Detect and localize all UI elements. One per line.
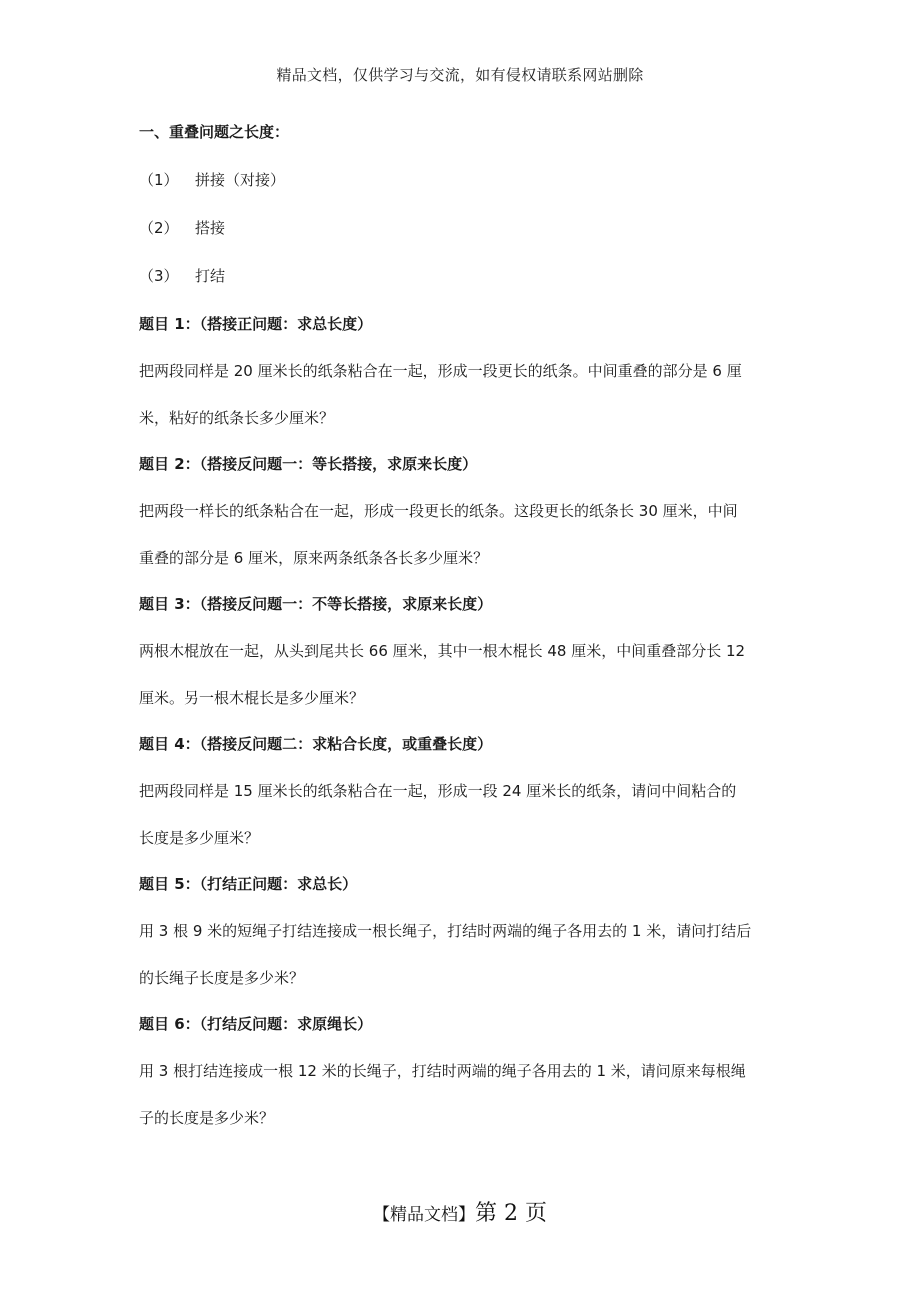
question-5-text-line: 的长绳子长度是多少米？ [139,969,305,987]
question-3-text-line: 厘米。另一根木棍长是多少厘米？ [139,689,365,707]
method-label: 拼接（对接） [195,171,286,189]
method-item [139,170,789,190]
question-1-text-line: 把两段同样是 20 厘米长的纸条粘合在一起，形成一段更长的纸条。中间重叠的部分是 6 厘 [139,362,742,380]
page-footer [0,1196,920,1227]
question-4-title: 题目 4：（搭接反问题二：求粘合长度，或重叠长度） [139,735,493,753]
method-item [139,266,789,286]
question-6-text-line: 用 3 根打结连接成一根 12 米的长绳子，打结时两端的绳子各用去的 1 米，请问原来每根绳 [139,1062,746,1080]
method-label: 打结 [195,267,226,285]
question-2-title: 题目 2：（搭接反问题一：等长搭接，求原来长度） [139,455,478,473]
section-title: 一、重叠问题之长度： [139,123,290,141]
document-body [139,122,789,1154]
method-number: （3） [139,267,179,285]
question-1-title: 题目 1：（搭接正问题：求总长度） [139,315,373,333]
page-number: 第 2 页 [475,1201,547,1226]
method-number: （2） [139,219,179,237]
page-header: 精品文档，仅供学习与交流，如有侵权请联系网站删除 [276,66,644,84]
method-label: 搭接 [195,219,226,237]
question-4-text-line: 长度是多少厘米？ [139,829,260,847]
question-5-text-line: 用 3 根 9 米的短绳子打结连接成一根长绳子，打结时两端的绳子各用去的 1 米，请问打结后 [139,922,752,940]
question-4-text-line: 把两段同样是 15 厘米长的纸条粘合在一起，形成一段 24 厘米长的纸条，请问中间粘合的 [139,782,737,800]
footer-tag: 【精品文档】 [373,1205,475,1225]
question-3-text-line: 两根木棍放在一起，从头到尾共长 66 厘米，其中一根木棍长 48 厘米，中间重叠部分长 12 [139,642,746,660]
question-6-title: 题目 6：（打结反问题：求原绳长） [139,1015,373,1033]
question-3-title: 题目 3：（搭接反问题一：不等长搭接，求原来长度） [139,595,493,613]
question-6-text-line: 子的长度是多少米？ [139,1109,275,1127]
question-2-text-line: 重叠的部分是 6 厘米，原来两条纸条各长多少厘米？ [139,549,489,567]
question-1-text-line: 米，粘好的纸条长多少厘米？ [139,409,335,427]
method-number: （1） [139,171,179,189]
method-item [139,218,789,238]
question-2-text-line: 把两段一样长的纸条粘合在一起，形成一段更长的纸条。这段更长的纸条长 30 厘米，中间 [139,502,738,520]
question-5-title: 题目 5：（打结正问题：求总长） [139,875,358,893]
